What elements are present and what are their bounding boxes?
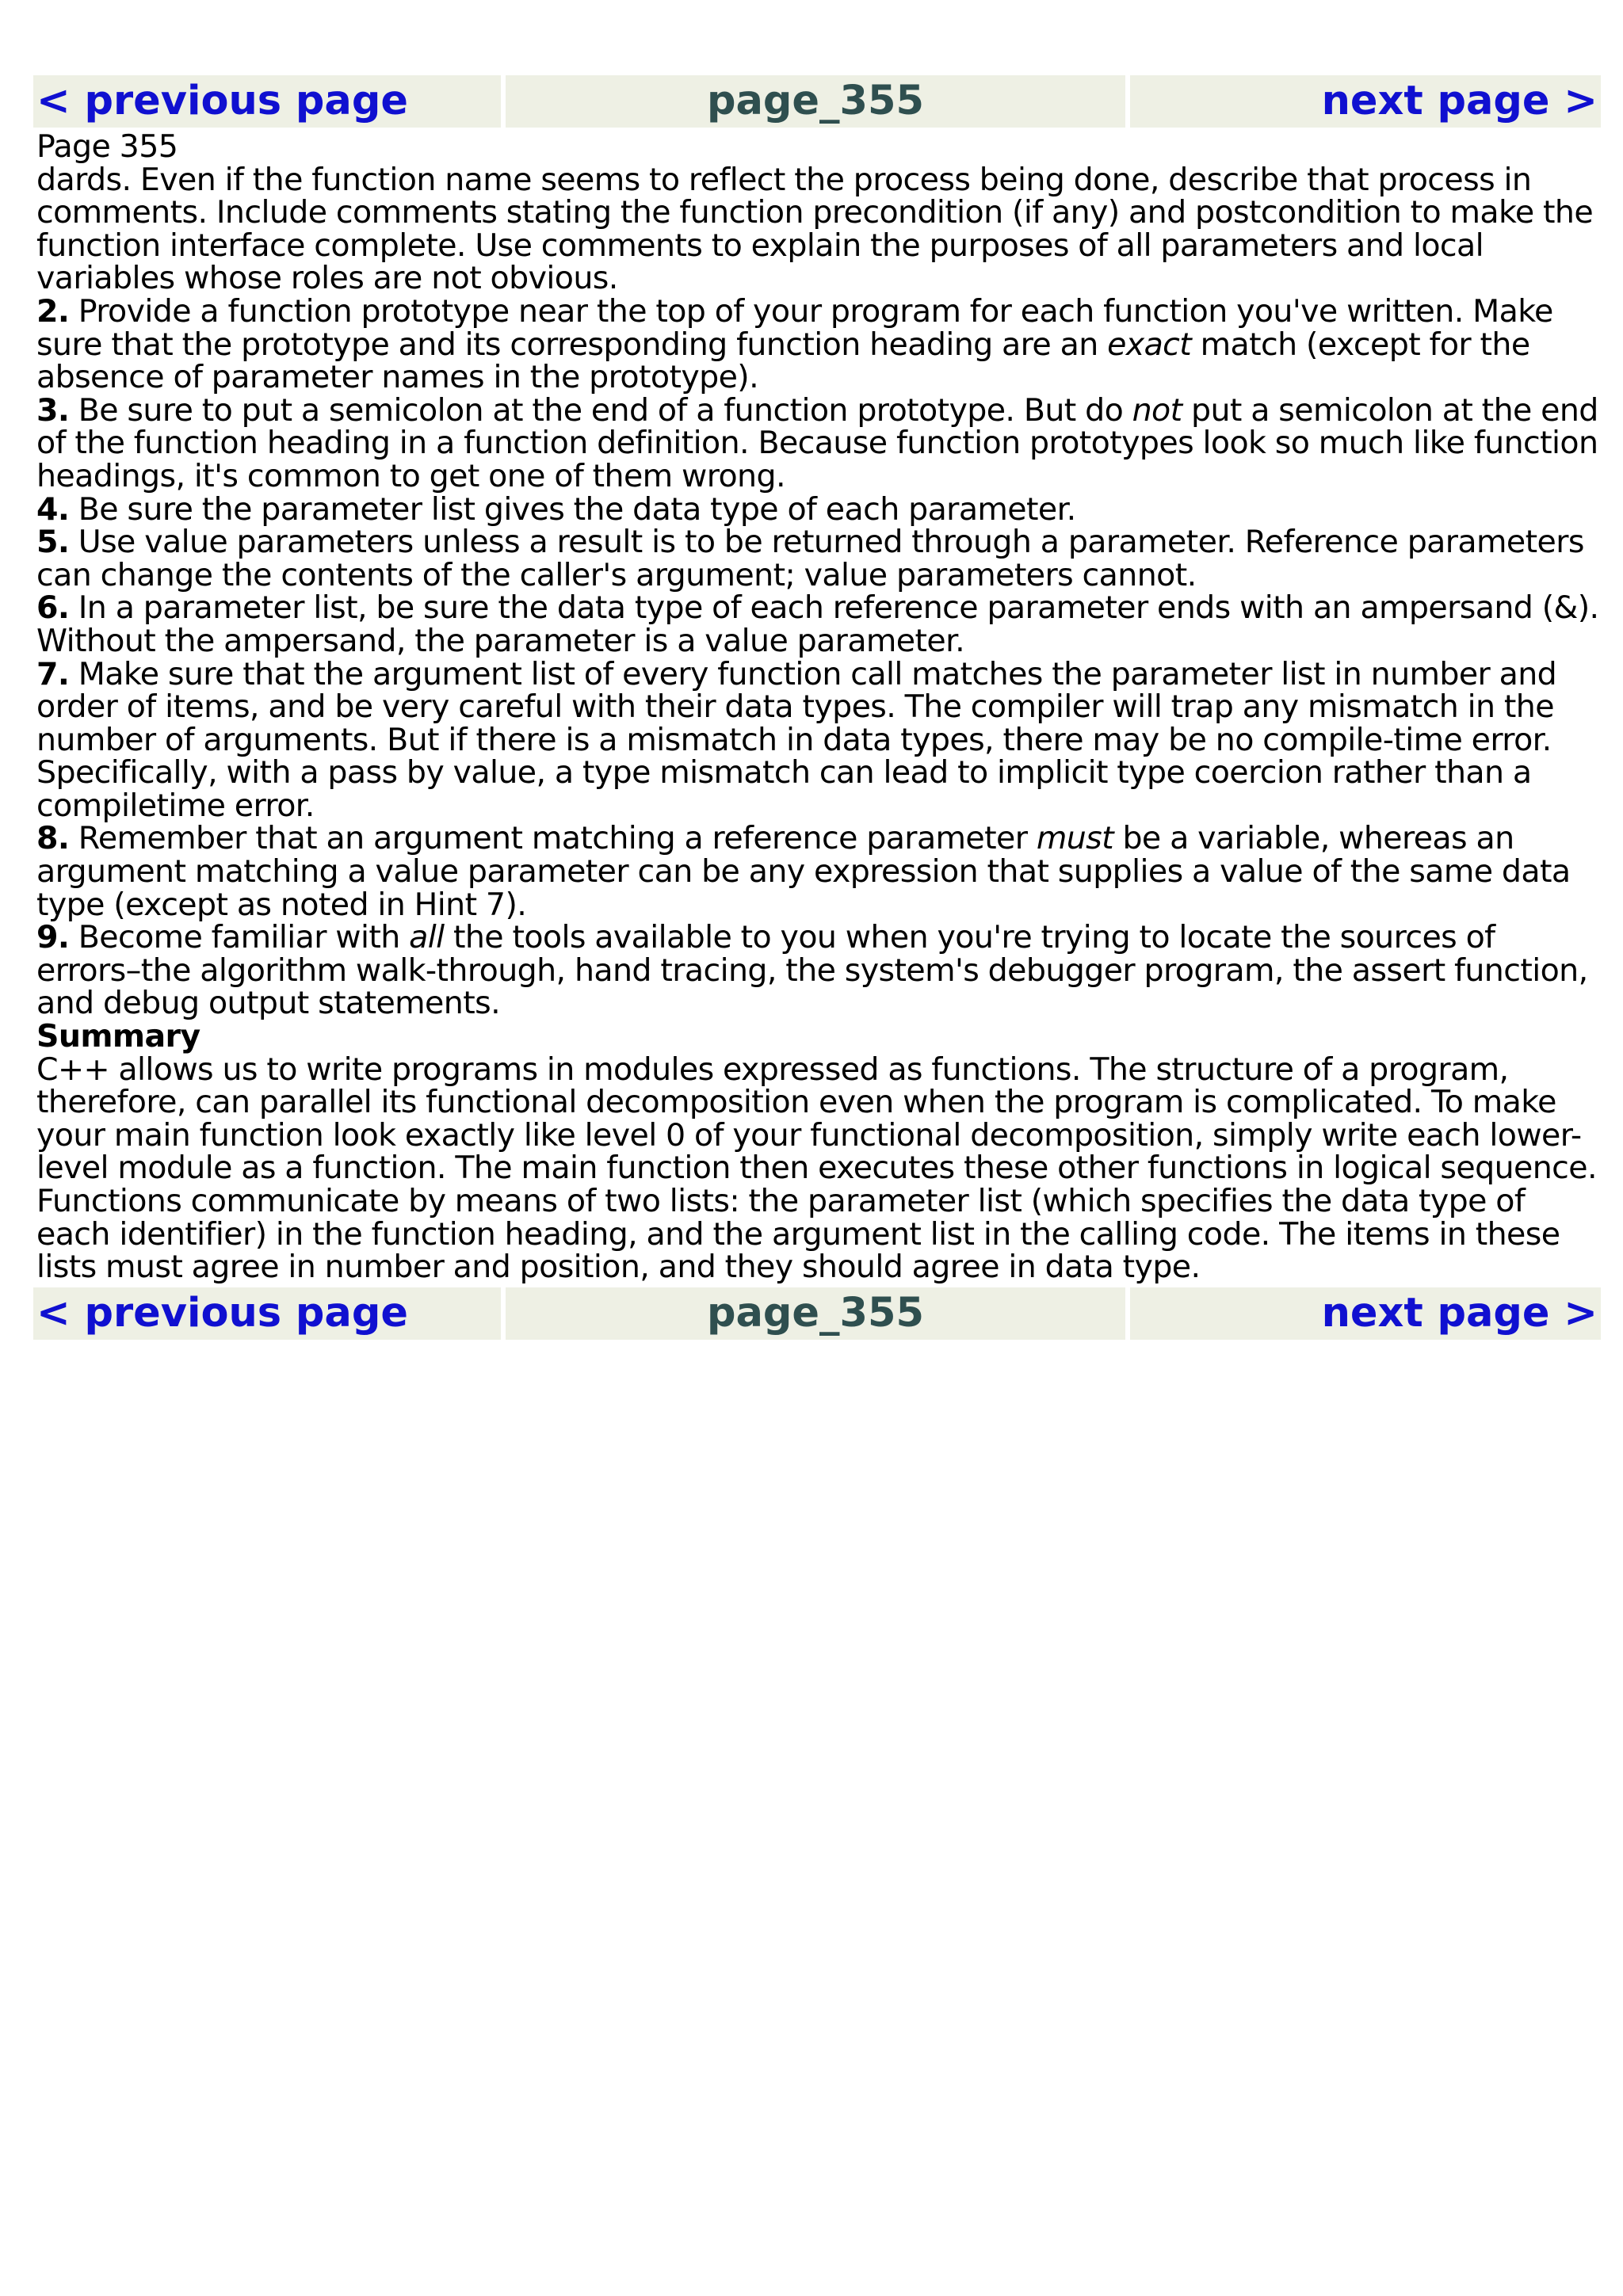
summary-paragraph: Functions communicate by means of two lists: the parameter list (which specifies the data type of each identifier) in the function heading, and the argument list in the calling code. The items in these lists must agree in number and position, and they should agree in data type. <box>36 1183 1560 1286</box>
hint-paragraph <box>36 292 1601 396</box>
page-container <box>33 75 1601 1340</box>
hint-paragraph <box>36 526 1601 592</box>
hints-list <box>36 292 1601 1022</box>
top-next-page-link[interactable]: next page > <box>1130 75 1601 128</box>
bottom-previous-page-link[interactable]: < previous page <box>33 1287 501 1340</box>
hint-text: the tools available to you when you're trying to locate the sources of errors–the algorithm walk-through, hand tracing, the system's debugger program, the assert function, and debug output statements. <box>36 919 1588 1022</box>
bottom-next-page-link[interactable]: next page > <box>1130 1287 1601 1340</box>
hint-paragraph <box>36 391 1601 494</box>
page-marker: Page 355 <box>36 128 178 165</box>
hint-text: In a parameter list, be sure the data type of each reference parameter ends with an ampersand (&). Without the ampersand, the parameter is a value parameter. <box>36 589 1599 659</box>
hint-number: 3. <box>36 391 70 429</box>
hint-text: Become familiar with <box>69 919 410 956</box>
hint-text: put a semicolon at the end of the function heading in a function definition. Because function prototypes look so much like function headings, it's common to get one of them wrong. <box>36 391 1598 494</box>
hint-number: 8. <box>36 820 70 857</box>
hint-number: 2. <box>36 292 70 330</box>
summary-heading: Summary <box>36 1018 200 1055</box>
top-previous-page-link[interactable]: < previous page <box>33 75 501 128</box>
hint-number: 5. <box>36 524 70 561</box>
hint-number: 6. <box>36 589 70 627</box>
top-nav-bar <box>33 75 1601 128</box>
hint-number: 7. <box>36 655 70 692</box>
hint-paragraph <box>36 655 1601 824</box>
hint-paragraph <box>36 921 1601 1020</box>
hint-emphasis: exact <box>1107 326 1192 363</box>
hint-paragraph <box>36 589 1601 659</box>
hint-text: match (except for the absence of parameter names in the prototype). <box>36 326 1530 396</box>
hint-text: Be sure the parameter list gives the data type of each parameter. <box>69 490 1076 528</box>
hint-emphasis: not <box>1132 391 1182 429</box>
hint-text: Make sure that the argument list of every function call matches the parameter list in number and order of items, and be very careful with their data types. The compiler will trap any mismatch in the number of arguments. But if there is a mismatch in data types, there may be no compile-time error. Specifically, with a pass by value, a type mismatch can lead to implicit type coercion rather than a compiletime error. <box>36 655 1557 824</box>
hint-text: Provide a function prototype near the top of your program for each function you've written. Make sure that the prototype and its corresponding function heading are an <box>36 292 1553 363</box>
hint-paragraph <box>36 490 1601 528</box>
hint-number: 9. <box>36 919 70 956</box>
hint-emphasis: all <box>409 919 445 956</box>
hint-emphasis: must <box>1036 820 1113 857</box>
hint-number: 4. <box>36 490 70 528</box>
bottom-nav-bar <box>33 1287 1601 1340</box>
hint-text: Use value parameters unless a result is to be returned through a parameter. Reference parameters can change the contents of the caller's argument; value parameters cannot. <box>36 524 1584 593</box>
hint-text: Remember that an argument matching a reference parameter <box>69 820 1037 857</box>
hint-paragraph <box>36 822 1601 921</box>
hint-text: Be sure to put a semicolon at the end of a function prototype. But do <box>69 391 1132 429</box>
page-content <box>33 128 1601 1287</box>
bottom-page-label: page_355 <box>506 1287 1125 1340</box>
intro-paragraph: dards. Even if the function name seems to reflect the process being done, describe that process in comments. Include comments stating the function precondition (if any) and postcondition to make the function interface complete. Use comments to explain the purposes of all parameters and local variables whose roles are not obvious. <box>36 161 1594 297</box>
top-page-label: page_355 <box>506 75 1125 128</box>
hint-text: be a variable, whereas an argument matching a value parameter can be any expression that supplies a value of the same data type (except as noted in Hint 7). <box>36 820 1571 923</box>
summary-paragraph: C++ allows us to write programs in modules expressed as functions. The structure of a program, therefore, can parallel its functional decomposition even when the program is complicated. To make your main function look exactly like level 0 of your functional decomposition, simply write each lower-level module as a function. The main function then executes these other functions in logical sequence. <box>36 1051 1597 1187</box>
